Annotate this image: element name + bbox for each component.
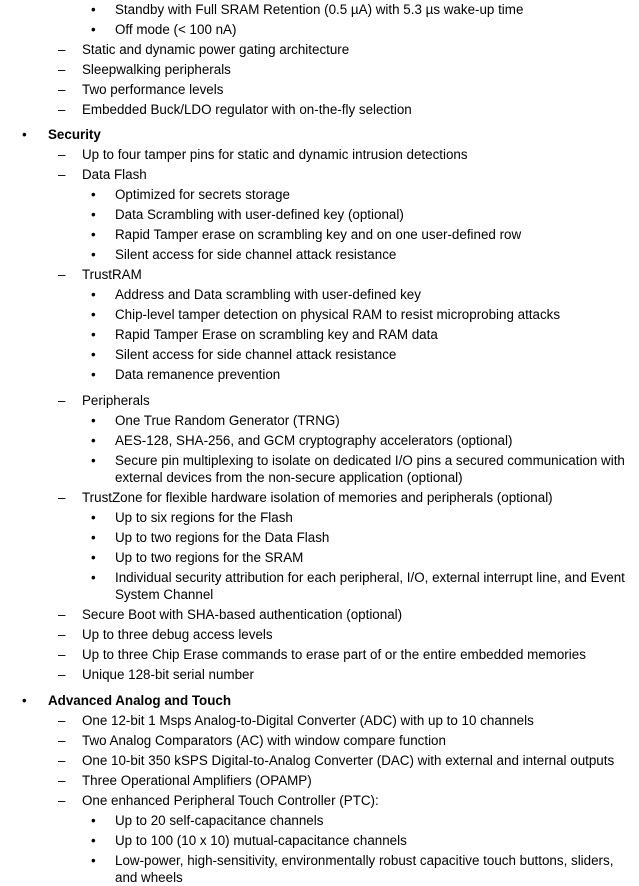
dash-marker: –	[58, 647, 66, 662]
bullet-marker: •	[91, 347, 96, 362]
dash-marker: –	[58, 753, 66, 768]
sub-list-item-text: Data Scrambling with user-defined key (optional)	[115, 207, 404, 222]
list-item-text: Embedded Buck/LDO regulator with on-the-fly selection	[82, 102, 412, 117]
dash-marker: –	[58, 713, 66, 728]
sub-list-item-text: Secure pin multiplexing to isolate on dedicated I/O pins a secured communication with external devices from the non-secure application (optional)	[115, 453, 625, 485]
sub-list-item-text: Individual security attribution for each peripheral, I/O, external interrupt line, and Event System Channel	[115, 570, 625, 602]
bullet-marker: •	[22, 127, 27, 142]
list-item-text: Two performance levels	[82, 82, 224, 97]
dash-marker: –	[58, 793, 66, 808]
sub-list-item-text: Low-power, high-sensitivity, environmentally robust capacitive touch buttons, sliders, and wheels	[115, 853, 614, 885]
list-item-text: Up to three debug access levels	[82, 627, 273, 642]
list-item-text: Three Operational Amplifiers (OPAMP)	[82, 773, 312, 788]
list-item-text: Two Analog Comparators (AC) with window compare function	[82, 733, 446, 748]
sub-list-item-text: Up to 100 (10 x 10) mutual-capacitance channels	[115, 833, 407, 848]
bullet-marker: •	[91, 453, 96, 468]
dash-marker: –	[58, 42, 66, 57]
list-item-text: TrustRAM	[82, 267, 142, 282]
bullet-marker: •	[91, 247, 96, 262]
sub-list-item-text: One True Random Generator (TRNG)	[115, 413, 340, 428]
list-item-text: One 10-bit 350 kSPS Digital-to-Analog Converter (DAC) with external and internal outputs	[82, 753, 615, 768]
bullet-marker: •	[91, 22, 96, 37]
bullet-marker: •	[91, 2, 96, 17]
dash-marker: –	[58, 102, 66, 117]
dash-marker: –	[58, 167, 66, 182]
bullet-marker: •	[91, 367, 96, 382]
list-item-text: Secure Boot with SHA-based authentication (optional)	[82, 607, 403, 622]
dash-marker: –	[58, 607, 66, 622]
bullet-marker: •	[91, 550, 96, 565]
list-item-text: Sleepwalking peripherals	[82, 62, 231, 77]
sub-list-item-text: Address and Data scrambling with user-defined key	[115, 287, 421, 302]
sub-list-item-text: AES-128, SHA-256, and GCM cryptography accelerators (optional)	[115, 433, 513, 448]
section-heading-text: Security	[48, 127, 101, 142]
list-item-text: TrustZone for flexible hardware isolation of memories and peripherals (optional)	[82, 490, 553, 505]
list-item-text: Static and dynamic power gating architecture	[82, 42, 350, 57]
dash-marker: –	[58, 490, 66, 505]
dash-marker: –	[58, 733, 66, 748]
list-item-text: Up to four tamper pins for static and dynamic intrusion detections	[82, 147, 468, 162]
list-item-text: Unique 128-bit serial number	[82, 667, 254, 682]
sub-list-item-text: Chip-level tamper detection on physical RAM to resist microprobing attacks	[115, 307, 561, 322]
dash-marker: –	[58, 627, 66, 642]
bullet-marker: •	[91, 207, 96, 222]
sub-list-item-text: Standby with Full SRAM Retention (0.5 µA) with 5.3 µs wake-up time	[115, 2, 524, 17]
dash-marker: –	[58, 773, 66, 788]
bullet-marker: •	[91, 413, 96, 428]
bullet-marker: •	[91, 307, 96, 322]
list-item-text: Up to three Chip Erase commands to erase part of or the entire embedded memories	[82, 647, 586, 662]
bullet-marker: •	[91, 227, 96, 242]
bullet-marker: •	[91, 433, 96, 448]
sub-list-item-text: Off mode (< 100 nA)	[115, 22, 237, 37]
list-item-text: One enhanced Peripheral Touch Controller (PTC):	[82, 793, 379, 808]
bullet-marker: •	[91, 853, 96, 868]
sub-list-item-text: Up to two regions for the Data Flash	[115, 530, 330, 545]
dash-marker: –	[58, 147, 66, 162]
bullet-marker: •	[22, 693, 27, 708]
dash-marker: –	[58, 62, 66, 77]
list-item-text: Peripherals	[82, 393, 150, 408]
bullet-marker: •	[91, 510, 96, 525]
bullet-marker: •	[91, 187, 96, 202]
list-item-text: Data Flash	[82, 167, 147, 182]
section-heading-text: Advanced Analog and Touch	[48, 693, 232, 708]
dash-marker: –	[58, 393, 66, 408]
sub-list-item-text: Silent access for side channel attack resistance	[115, 347, 397, 362]
sub-list-item-text: Rapid Tamper erase on scrambling key and on one user-defined row	[115, 227, 522, 242]
dash-marker: –	[58, 267, 66, 282]
dash-marker: –	[58, 667, 66, 682]
sub-list-item-text: Up to six regions for the Flash	[115, 510, 293, 525]
sub-list-item-text: Optimized for secrets storage	[115, 187, 290, 202]
sub-list-item-text: Up to two regions for the SRAM	[115, 550, 304, 565]
bullet-marker: •	[91, 813, 96, 828]
sub-list-item-text: Rapid Tamper Erase on scrambling key and RAM data	[115, 327, 438, 342]
bullet-marker: •	[91, 833, 96, 848]
bullet-marker: •	[91, 287, 96, 302]
bullet-marker: •	[91, 570, 96, 585]
bullet-marker: •	[91, 327, 96, 342]
sub-list-item-text: Silent access for side channel attack resistance	[115, 247, 397, 262]
list-item-text: One 12-bit 1 Msps Analog-to-Digital Converter (ADC) with up to 10 channels	[82, 713, 534, 728]
sub-list-item-text: Data remanence prevention	[115, 367, 281, 382]
sub-list-item-text: Up to 20 self-capacitance channels	[115, 813, 324, 828]
bullet-marker: •	[91, 530, 96, 545]
dash-marker: –	[58, 82, 66, 97]
